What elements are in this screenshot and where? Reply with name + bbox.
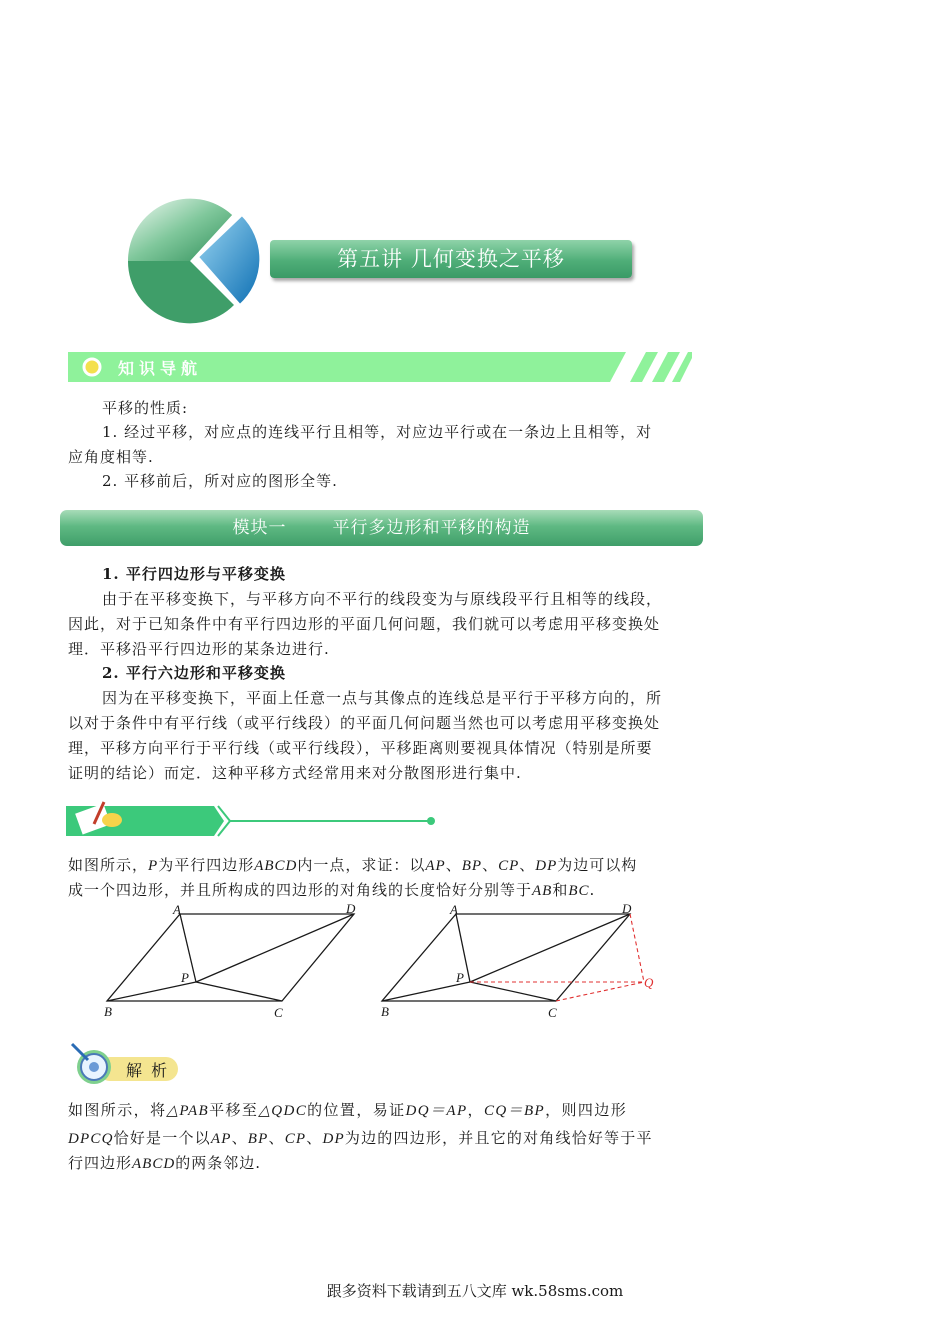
solution-line1 <box>68 1098 692 1124</box>
section2-line4: 证明的结论）而定．这种平移方式经常用来对分散图形进行集中. <box>68 764 522 782</box>
problem-text: 为边可以构 <box>557 856 638 874</box>
segment-label: AP <box>425 858 446 874</box>
segment-label: BC <box>568 883 590 899</box>
label-a: A <box>450 902 458 917</box>
problem-text: . <box>589 881 596 899</box>
segment-label: AB <box>532 883 553 899</box>
module-name: 模块一 <box>232 518 287 538</box>
lecture-title: 第五讲 几何变换之平移 <box>270 240 632 278</box>
property-1-line2: 应角度相等. <box>68 448 154 466</box>
section1-line2: 因此，对于已知条件中有平行四边形的平面几何问题，我们就可以考虑用平移变换处 <box>68 615 661 633</box>
problem-text: 和 <box>552 881 569 899</box>
pie-logo-icon <box>120 195 265 330</box>
label-q: Q <box>644 975 654 990</box>
label-b: B <box>104 1004 112 1019</box>
problem-text: 内一点，求证：以 <box>297 856 426 874</box>
label-c: C <box>274 1005 283 1020</box>
module-title <box>60 510 703 546</box>
section1-heading: 1. 平行四边形与平移变换 <box>102 565 286 583</box>
problem-text: 成一个四边形，并且所构成的四边形的对角线的长度恰好分别等于 <box>68 881 533 899</box>
knowledge-nav-label: 知识导航 <box>118 359 203 378</box>
problem-text: 为平行四边形 <box>158 856 255 874</box>
separator: 、 <box>519 856 536 874</box>
section1-line3: 理．平移沿平行四边形的某条边进行. <box>68 640 330 658</box>
solution-text: ，则四边形 <box>545 1101 628 1119</box>
triangle-label: △QDC <box>258 1103 308 1119</box>
segment-label: CP <box>284 1131 307 1147</box>
solution-line3 <box>68 1151 692 1177</box>
property-1-line1: 1. 经过平移，对应点的连线平行且相等，对应边平行或在一条边上且相等，对 <box>102 423 653 441</box>
shape-label: DPCQ <box>68 1131 114 1147</box>
label-c: C <box>548 1005 557 1020</box>
segment-label: DP <box>535 858 558 874</box>
module-subtitle: 平行多边形和平移的构造 <box>332 518 531 538</box>
footer-download-link[interactable]: 跟多资料下载请到五八文库 wk.58sms.com <box>326 1282 624 1300</box>
solution-line2 <box>68 1126 692 1152</box>
segment-label: AP <box>210 1131 232 1147</box>
solution-text: 如图所示，将 <box>68 1101 167 1119</box>
analysis-label: 解 析 <box>126 1061 170 1080</box>
properties-heading: 平移的性质: <box>102 399 189 417</box>
section2-heading: 2. 平行六边形和平移变换 <box>102 664 286 682</box>
solution-text: 为边的四边形，并且它的对角线恰好等于平 <box>344 1129 653 1147</box>
segment-label: BP <box>247 1131 269 1147</box>
equation: CQ＝BP <box>483 1103 546 1119</box>
solution-text: 行四边形 <box>68 1154 133 1172</box>
segment-label: DP <box>322 1131 345 1147</box>
solution-text: 平移至 <box>209 1101 259 1119</box>
label-b: B <box>381 1004 389 1019</box>
segment-label: CP <box>498 858 520 874</box>
separator: 、 <box>306 1129 323 1147</box>
segment-label: BP <box>461 858 483 874</box>
solution-text: 的两条邻边. <box>175 1154 261 1172</box>
separator: ， <box>467 1101 484 1119</box>
figure-parallelogram-2 <box>376 900 666 1025</box>
section2-line1: 因为在平移变换下，平面上任意一点与其像点的连线总是平行于平移方向的，所 <box>102 689 663 707</box>
separator: 、 <box>482 856 499 874</box>
problem-line1 <box>68 853 692 879</box>
label-a: A <box>173 902 181 917</box>
label-d: D <box>622 901 632 916</box>
solution-text: 恰好是一个以 <box>113 1129 211 1147</box>
section2-line2: 以对于条件中有平行线（或平行线段）的平面几何问题当然也可以考虑用平移变换处 <box>68 714 661 732</box>
section1-line1: 由于在平移变换下，与平移方向不平行的线段变为与原线段平行且相等的线段， <box>102 590 663 608</box>
label-p: P <box>181 970 189 985</box>
separator: 、 <box>231 1129 248 1147</box>
point-label: P <box>148 858 159 874</box>
section2-line3: 理，平移方向平行于平行线（或平行线段），平移距离则要视具体情况（特别是所要 <box>68 739 653 757</box>
figure-parallelogram-1 <box>100 900 370 1025</box>
separator: 、 <box>268 1129 285 1147</box>
example-ribbon-icon <box>66 798 438 840</box>
property-2: 2. 平移前后，所对应的图形全等. <box>102 472 338 490</box>
label-p: P <box>456 970 464 985</box>
triangle-label: △PAB <box>166 1103 210 1119</box>
shape-label: ABCD <box>254 858 298 874</box>
equation: DQ＝AP <box>405 1103 468 1119</box>
solution-text: 的位置，易证 <box>307 1101 406 1119</box>
problem-text: 如图所示， <box>68 856 149 874</box>
label-d: D <box>346 901 356 916</box>
shape-label: ABCD <box>132 1156 176 1172</box>
separator: 、 <box>445 856 462 874</box>
